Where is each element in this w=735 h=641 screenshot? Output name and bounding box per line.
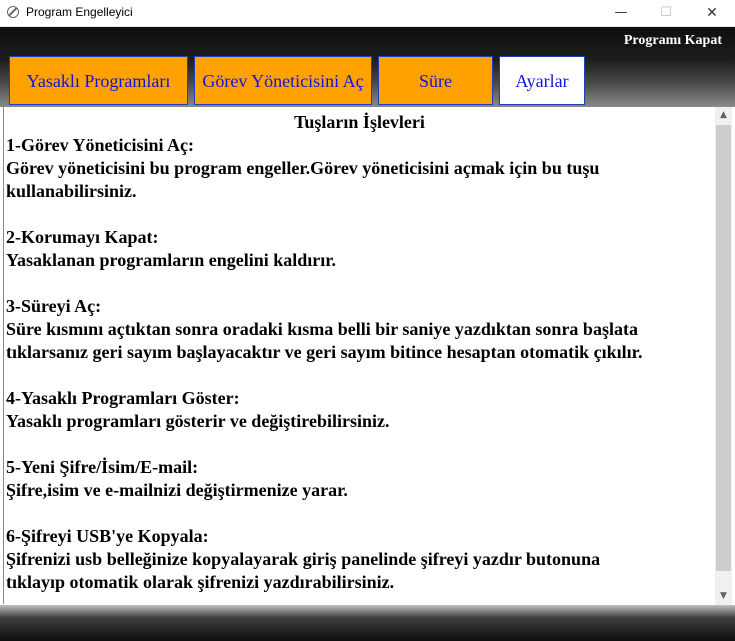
tab-label: Süre [419, 70, 452, 91]
tab-banned-programs[interactable] [9, 56, 188, 105]
close-window-button[interactable]: ✕ [706, 5, 718, 21]
section-title: 2-Korumayı Kapat: [6, 227, 159, 247]
section-title: 5-Yeni Şifre/İsim/E-mail: [6, 457, 199, 477]
title-bar [0, 0, 735, 27]
section-line: kullanabilirsiniz. [6, 181, 137, 201]
close-program-button[interactable]: Programı Kapat [623, 33, 722, 48]
window-title: Program Engelleyici [26, 5, 133, 19]
app-icon [7, 6, 19, 18]
section-title: 1-Görev Yöneticisini Aç: [6, 135, 194, 155]
section-line: Süre kısmını açtıktan sonra oradaki kısma belli bir saniye yazdıktan sonra başlata [6, 319, 638, 339]
tab-label: Ayarlar [515, 70, 569, 91]
tab-settings[interactable] [499, 56, 585, 105]
section-line: tıklarsanız geri sayım başlayacaktır ve geri sayım bitince hesaptan otomatik çıkılır. [6, 342, 643, 362]
minimize-button[interactable]: — [614, 5, 628, 20]
section-line: tıklayıp otomatik olarak şifrenizi yazdırabilirsiniz. [6, 572, 395, 592]
section-line: Yasaklanan programların engelini kaldırır. [6, 250, 337, 270]
section-line: Yasaklı programları gösterir ve değiştirebilirsiniz. [6, 411, 390, 431]
tab-open-task-manager[interactable] [194, 56, 372, 105]
section-title: 6-Şifreyi USB'ye Kopyala: [6, 526, 209, 546]
help-text [4, 134, 715, 594]
section-title: 4-Yasaklı Programları Göster: [6, 388, 240, 408]
tab-label: Yasaklı Programları [26, 70, 171, 91]
section-line: Görev yöneticisini bu program engeller.Görev yöneticisini açmak için bu tuşu [6, 158, 600, 178]
tab-time[interactable] [378, 56, 493, 105]
panel-heading: Tuşların İşlevleri [294, 112, 425, 132]
section-line: Şifrenizi usb belleğinize kopyalayarak giriş panelinde şifreyi yazdır butonuna [6, 549, 601, 569]
maximize-button[interactable]: ☐ [660, 5, 672, 20]
section-line: Şifre,isim ve e-mailnizi değiştirmenize yarar. [6, 480, 348, 500]
footer-band [0, 605, 735, 641]
scroll-thumb[interactable] [716, 125, 731, 571]
scroll-up-icon[interactable]: ▲ [720, 110, 727, 120]
section-title: 3-Süreyi Aç: [6, 296, 102, 316]
help-text-panel [3, 107, 715, 604]
scroll-down-icon[interactable]: ▼ [720, 591, 727, 601]
tab-label: Görev Yöneticisini Aç [202, 70, 364, 91]
vertical-scrollbar[interactable] [715, 107, 732, 605]
